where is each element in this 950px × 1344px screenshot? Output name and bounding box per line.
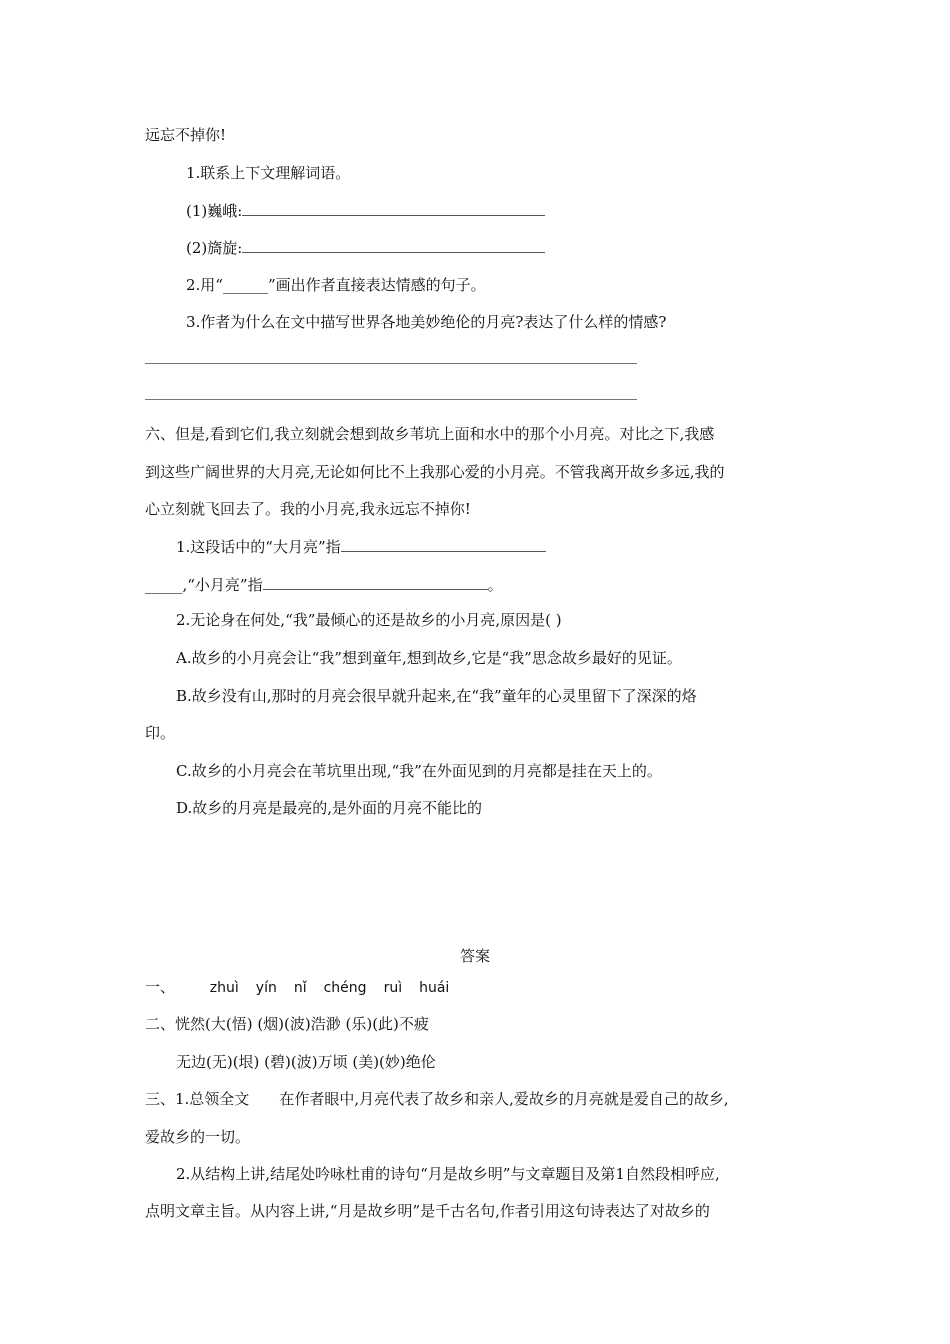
pinyin: chéng <box>323 980 367 996</box>
passage-line-3: 心立刻就飞回去了。我的小月亮,我永远忘不掉你! <box>145 500 471 518</box>
question-1-item-1-label: (1)巍峨: <box>186 202 243 220</box>
question-1-item-2 <box>186 238 545 258</box>
answer-line[interactable] <box>145 399 637 400</box>
question-1-item-1 <box>186 201 545 221</box>
option-b: B.故乡没有山,那时的月亮会很早就升起来,在“我”童年的心灵里留下了深深的烙 <box>176 687 697 705</box>
option-a: A.故乡的小月亮会让“我”想到童年,想到故乡,它是“我”思念故乡最好的见证。 <box>176 649 682 667</box>
passage-line-1: 六、但是,看到它们,我立刻就会想到故乡苇坑上面和水中的那个小月亮。对比之下,我感 <box>145 425 715 443</box>
question-1: 1.联系上下文理解词语。 <box>186 164 351 182</box>
question-2: 2.用“______”画出作者直接表达情感的句子。 <box>186 276 486 294</box>
answer-blank[interactable] <box>263 575 488 590</box>
answer-1-label: 一、 <box>145 978 176 996</box>
question-3: 3.作者为什么在文中描写世界各地美妙绝伦的月亮?表达了什么样的情感? <box>186 313 667 331</box>
answer-3-line-1 <box>145 1089 729 1109</box>
question-6-1-text-2: _____,“小月亮”指 <box>145 576 263 594</box>
passage-line-2: 到这些广阔世界的大月亮,无论如何比不上我那心爱的小月亮。不管我离开故乡多远,我的 <box>145 463 725 481</box>
question-6-1-text: 1.这段话中的“大月亮”指 <box>176 538 341 556</box>
pinyin: zhuì <box>209 980 239 996</box>
option-b-continued: 印。 <box>145 724 176 742</box>
pinyin: nǐ <box>293 980 307 996</box>
answer-3-label: 三、1.总领全文 <box>145 1090 250 1108</box>
question-1-item-2-label: (2)旖旋: <box>186 239 243 257</box>
answer-blank[interactable] <box>341 537 546 552</box>
pinyin: huái <box>419 980 450 996</box>
answer-blank[interactable] <box>242 201 545 216</box>
option-d: D.故乡的月亮是最亮的,是外面的月亮不能比的 <box>176 799 483 817</box>
paragraph-continuation: 远忘不掉你! <box>145 126 227 144</box>
answer-3-text: 在作者眼中,月亮代表了故乡和亲人,爱故乡的月亮就是爱自己的故乡, <box>279 1090 729 1108</box>
answer-1 <box>145 977 466 998</box>
question-6-1-continued <box>145 575 503 595</box>
question-6-1-end: 。 <box>487 576 503 594</box>
pinyin: ruì <box>383 980 403 996</box>
option-c: C.故乡的小月亮会在苇坑里出现,“我”在外面见到的月亮都是挂在天上的。 <box>176 762 662 780</box>
answer-4-line-2: 点明文章主旨。从内容上讲,“月是故乡明”是千古名句,作者引用这句诗表达了对故乡的 <box>145 1202 710 1220</box>
answers-title: 答案 <box>459 947 490 965</box>
answer-line[interactable] <box>145 363 637 364</box>
question-6-2: 2.无论身在何处,“我”最倾心的还是故乡的小月亮,原因是( ) <box>176 611 562 629</box>
answer-2-line-1: 二、恍然(大(悟) (烟)(波)浩渺 (乐)(此)不疲 <box>145 1015 429 1033</box>
answer-blank[interactable] <box>242 238 545 253</box>
answer-2-line-2: 无边(无)(垠) (碧)(波)万顷 (美)(妙)绝伦 <box>176 1053 436 1071</box>
question-6-1 <box>176 537 546 557</box>
pinyin: yín <box>255 980 277 996</box>
answer-3-line-2: 爱故乡的一切。 <box>145 1128 251 1146</box>
answer-4-line-1: 2.从结构上讲,结尾处吟咏杜甫的诗句“月是故乡明”与文章题目及第1自然段相呼应, <box>176 1165 720 1183</box>
